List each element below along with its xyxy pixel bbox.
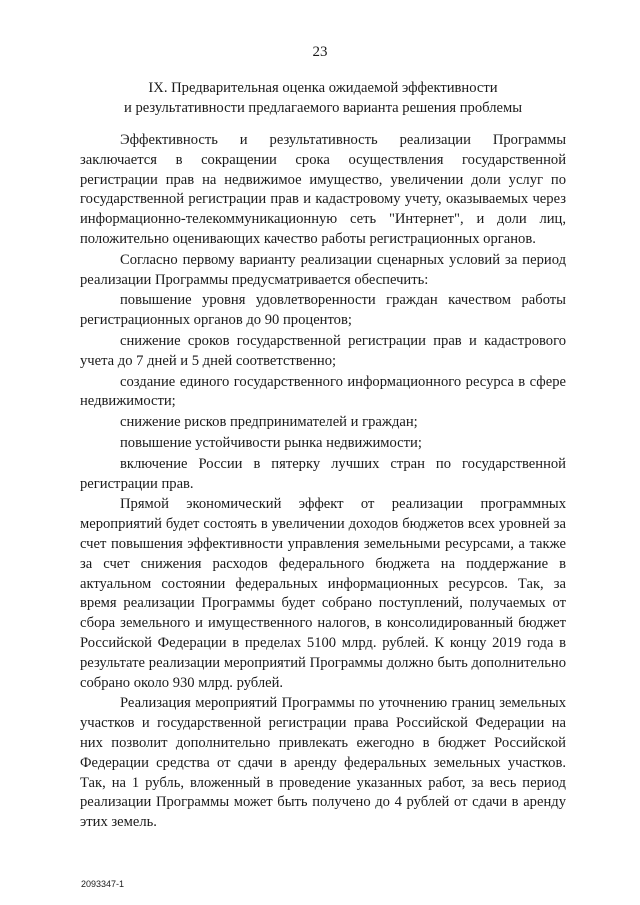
list-item: повышение устойчивости рынка недвижимости; [120,434,422,451]
list-item: снижение сроков государственной регистрации прав и кадастрового учета до 7 дней и 5 дней соответственно; [80,332,566,369]
paragraph-scenario: Согласно первому варианту реализации сценарных условий за период реализации Программы предусматривается обеспечить: [80,251,566,288]
list-item: снижение рисков предпринимателей и граждан; [120,414,418,431]
list-item: включение России в пятерку лучших стран по государственной регистрации прав. [80,455,566,492]
document-body [80,131,566,833]
page-number: 23 [312,44,328,60]
document-code: 2093347-1 [81,879,125,889]
heading-line-2: и результативности предлагаемого варианта решения проблемы [123,100,523,116]
paragraph-land-plots: Реализация мероприятий Программы по уточнению границ земельных участков и государственной регистрации права Российской Федерации на них позволит дополнительно привлекать ежегодно в бюджет Российской Федерации средства от сдачи в аренду федеральных земельных участков. Так, на 1 рубль, вложенный в проведение указанных работ, за весь период реализации Программы может быть получено до 4 рублей от сдачи в аренду этих земель. [80,695,566,831]
list-item: повышение уровня удовлетворенности граждан качеством работы регистрационных органов до 90 процентов; [80,292,566,329]
paragraph-economic-effect: Прямой экономический эффект от реализации программных мероприятий будет состоять в увеличении доходов бюджетов всех уровней за счет повышения эффективности управления земельными ресурсами, а также за счет снижения расходов федерального бюджета на поддержание в актуальном состоянии федеральных информационных ресурсов. Так, за время реализации Программы будет собрано поступлений, получаемых от сбора земельного и имущественного налогов, в консолидированный бюджет Российской Федерации в пределах 5100 млрд. рублей. К концу 2019 года в результате реализации мероприятий Программы должно быть дополнительно собрано около 930 млрд. рублей. [80,496,566,691]
section-heading [80,78,566,118]
list-item: создание единого государственного информационного ресурса в сфере недвижимости; [80,373,566,410]
paragraph-effectiveness: Эффективность и результативность реализации Программы заключается в сокращении срока осуществления государственной регистрации прав на недвижимое имущество, увеличении доли услуг по государственной регистрации прав и кадастровому учету, оказываемых через информационно-телекоммуникационную сеть "Интернет", и доли лиц, положительно оценивающих качество работы регистрационных органов. [80,132,566,247]
heading-line-1: IX. Предварительная оценка ожидаемой эффективности [148,80,498,96]
